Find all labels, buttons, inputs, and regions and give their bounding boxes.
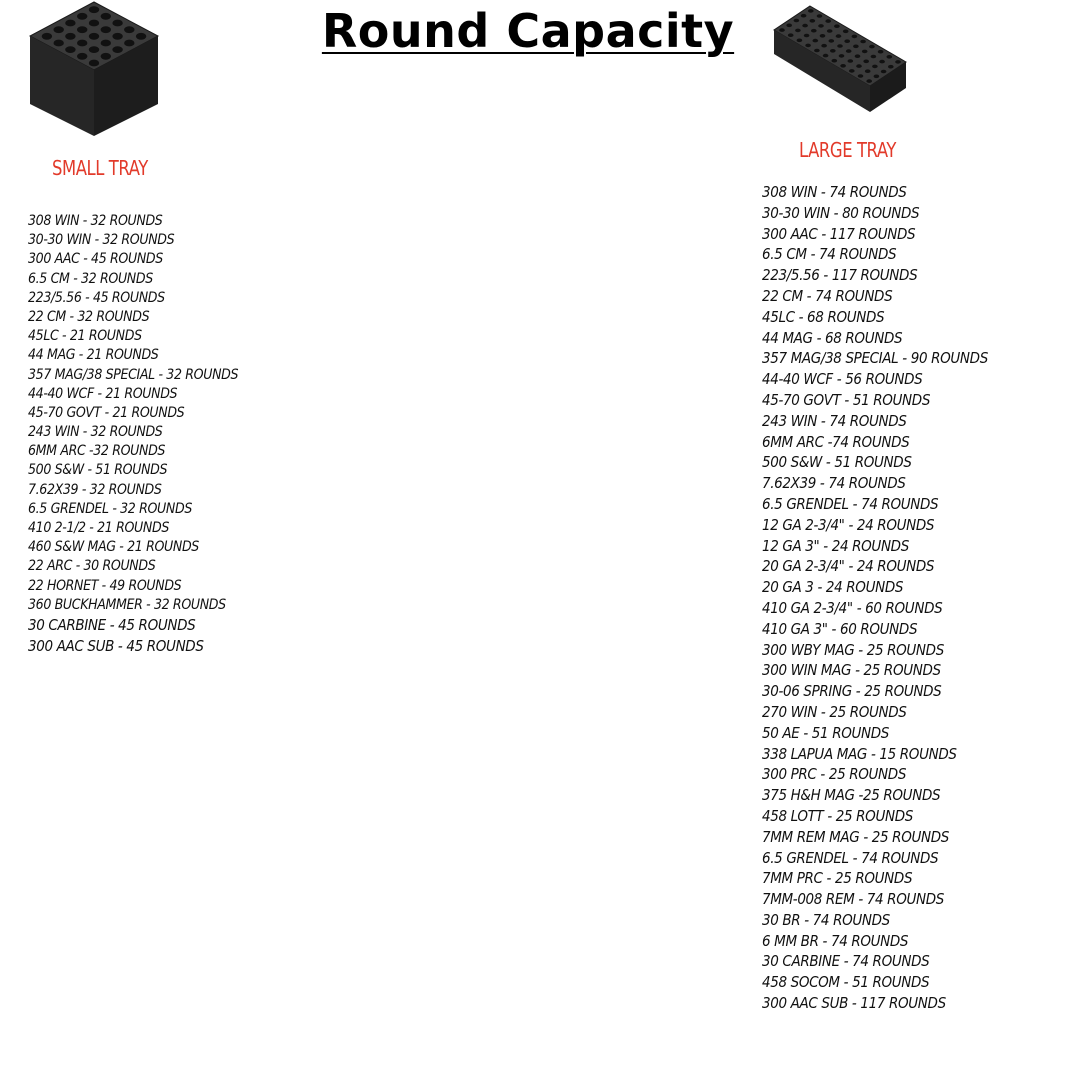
list-item: 30 CARBINE - 45 ROUNDS bbox=[28, 615, 196, 634]
tray-hole bbox=[830, 49, 836, 53]
large-tray-label: LARGE TRAY bbox=[799, 138, 897, 162]
tray-hole bbox=[881, 70, 887, 74]
tray-hole bbox=[834, 24, 840, 28]
list-item: 300 WIN MAG - 25 ROUNDS bbox=[762, 661, 941, 680]
list-item: 308 WIN - 32 ROUNDS bbox=[28, 213, 163, 229]
list-item: 6.5 GRENDEL - 32 ROUNDS bbox=[28, 500, 192, 517]
tray-hole bbox=[836, 34, 842, 38]
tray-hole bbox=[887, 55, 893, 59]
list-item: 300 AAC - 117 ROUNDS bbox=[762, 224, 916, 243]
tray-hole bbox=[65, 33, 75, 40]
small-tray-list bbox=[28, 212, 261, 657]
tray-hole bbox=[848, 59, 854, 63]
list-item: 44 MAG - 68 ROUNDS bbox=[762, 328, 903, 347]
list-item: 22 HORNET - 49 ROUNDS bbox=[28, 577, 182, 594]
tray-hole bbox=[856, 64, 862, 68]
tray-hole bbox=[804, 34, 810, 38]
tray-hole bbox=[136, 33, 146, 40]
list-item: 6.5 GRENDEL - 74 ROUNDS bbox=[762, 848, 939, 867]
list-item: 45LC - 21 ROUNDS bbox=[28, 328, 142, 345]
tray-hole bbox=[818, 24, 824, 28]
tray-hole bbox=[855, 54, 861, 58]
tray-hole bbox=[895, 60, 901, 64]
list-item: 50 AE - 51 ROUNDS bbox=[762, 723, 889, 742]
tray-hole bbox=[820, 34, 826, 38]
list-item: 243 WIN - 74 ROUNDS bbox=[762, 411, 907, 430]
tray-hole bbox=[871, 55, 877, 59]
tray-hole bbox=[779, 28, 785, 32]
list-item: 460 S&W MAG - 21 ROUNDS bbox=[28, 539, 199, 556]
tray-hole bbox=[77, 26, 87, 33]
tray-hole bbox=[879, 60, 885, 64]
list-item: 44-40 WCF - 21 ROUNDS bbox=[28, 385, 178, 402]
list-item: 6.5 CM - 32 ROUNDS bbox=[28, 270, 153, 287]
list-item: 375 H&H MAG -25 ROUNDS bbox=[762, 786, 941, 805]
tray-hole bbox=[853, 45, 859, 49]
tray-hole bbox=[869, 45, 875, 49]
list-item: 410 GA 2-3/4" - 60 ROUNDS bbox=[762, 598, 943, 617]
small-tray-label: SMALL TRAY bbox=[52, 156, 148, 180]
list-item: 6.5 CM - 74 ROUNDS bbox=[762, 245, 897, 264]
tray-hole bbox=[821, 44, 827, 48]
list-item: 7MM REM MAG - 25 ROUNDS bbox=[762, 827, 949, 846]
list-item: 300 PRC - 25 ROUNDS bbox=[762, 765, 907, 784]
tray-hole bbox=[77, 53, 87, 60]
tray-hole bbox=[112, 46, 122, 53]
list-item: 357 MAG/38 SPECIAL - 32 ROUNDS bbox=[28, 366, 239, 383]
list-item: 500 S&W - 51 ROUNDS bbox=[28, 462, 168, 479]
tray-hole bbox=[865, 69, 871, 73]
list-item: 6 MM BR - 74 ROUNDS bbox=[762, 931, 909, 950]
list-item: 44-40 WCF - 56 ROUNDS bbox=[762, 370, 923, 389]
tray-hole bbox=[797, 39, 803, 43]
tray-hole bbox=[89, 33, 99, 40]
list-item: 7MM-008 REM - 74 ROUNDS bbox=[762, 890, 944, 909]
list-item: 360 BUCKHAMMER - 32 ROUNDS bbox=[28, 596, 226, 613]
tray-hole bbox=[54, 40, 64, 47]
list-item: 223/5.56 - 45 ROUNDS bbox=[28, 289, 165, 306]
tray-hole bbox=[124, 40, 134, 47]
list-item: 410 2-1/2 - 21 ROUNDS bbox=[28, 520, 169, 536]
tray-hole bbox=[89, 6, 99, 13]
tray-hole bbox=[860, 40, 866, 44]
list-item: 30-06 SPRING - 25 ROUNDS bbox=[762, 682, 942, 701]
tray-hole bbox=[786, 24, 792, 28]
page-title: Round Capacity bbox=[321, 4, 735, 58]
tray-hole bbox=[124, 26, 134, 33]
list-item: 22 ARC - 30 ROUNDS bbox=[28, 558, 156, 575]
list-item: 45LC - 68 ROUNDS bbox=[762, 307, 885, 326]
tray-hole bbox=[808, 9, 814, 13]
list-item: 6MM ARC -74 ROUNDS bbox=[762, 432, 910, 451]
tray-hole bbox=[77, 40, 87, 47]
tray-hole bbox=[823, 54, 829, 58]
tray-hole bbox=[89, 20, 99, 27]
tray-hole bbox=[788, 33, 794, 37]
tray-hole bbox=[862, 50, 868, 54]
tray-hole bbox=[843, 30, 849, 34]
tray-hole bbox=[844, 39, 850, 43]
tray-hole bbox=[42, 33, 52, 40]
list-item: 6.5 GRENDEL - 74 ROUNDS bbox=[762, 494, 939, 513]
list-item: 45-70 GOVT - 51 ROUNDS bbox=[762, 390, 931, 409]
list-item: 12 GA 2-3/4" - 24 ROUNDS bbox=[762, 515, 935, 534]
list-item: 45-70 GOVT - 21 ROUNDS bbox=[28, 404, 185, 421]
tray-hole bbox=[872, 65, 878, 69]
tray-hole bbox=[101, 26, 111, 33]
list-item: 30-30 WIN - 80 ROUNDS bbox=[762, 203, 920, 222]
tray-hole bbox=[65, 20, 75, 27]
list-item: 7.62X39 - 74 ROUNDS bbox=[762, 474, 906, 493]
tray-hole bbox=[810, 19, 816, 23]
tray-hole bbox=[827, 29, 833, 33]
list-item: 22 CM - 32 ROUNDS bbox=[28, 308, 150, 325]
list-item: 300 WBY MAG - 25 ROUNDS bbox=[762, 640, 944, 659]
tray-hole bbox=[811, 29, 817, 33]
list-item: 30 BR - 74 ROUNDS bbox=[762, 910, 890, 929]
tray-hole bbox=[874, 75, 880, 79]
tray-hole bbox=[858, 74, 864, 78]
list-item: 458 LOTT - 25 ROUNDS bbox=[762, 806, 913, 825]
list-item: 500 S&W - 51 ROUNDS bbox=[762, 453, 912, 472]
tray-hole bbox=[813, 39, 819, 43]
tray-hole bbox=[77, 13, 87, 20]
list-item: 6MM ARC -32 ROUNDS bbox=[28, 443, 166, 460]
tray-hole bbox=[801, 14, 807, 18]
list-item: 22 CM - 74 ROUNDS bbox=[762, 286, 893, 305]
list-item: 410 GA 3" - 60 ROUNDS bbox=[762, 619, 918, 638]
tray-hole bbox=[795, 29, 801, 33]
list-item: 338 LAPUA MAG - 15 ROUNDS bbox=[762, 744, 957, 763]
tray-hole bbox=[829, 39, 835, 43]
tray-hole bbox=[878, 50, 884, 54]
tray-hole bbox=[89, 46, 99, 53]
list-item: 44 MAG - 21 ROUNDS bbox=[28, 347, 159, 364]
tray-hole bbox=[846, 49, 852, 53]
tray-hole bbox=[840, 64, 846, 68]
tray-hole bbox=[849, 69, 855, 73]
list-item: 270 WIN - 25 ROUNDS bbox=[762, 702, 907, 721]
tray-hole bbox=[112, 20, 122, 27]
tray-hole bbox=[794, 19, 800, 23]
list-item: 458 SOCOM - 51 ROUNDS bbox=[762, 973, 930, 992]
tray-hole bbox=[866, 79, 872, 83]
large-tray-list bbox=[762, 182, 1013, 1014]
tray-hole bbox=[832, 59, 838, 63]
list-item: 308 WIN - 74 ROUNDS bbox=[762, 183, 907, 201]
list-item: 7.62X39 - 32 ROUNDS bbox=[28, 481, 162, 498]
list-item: 223/5.56 - 117 ROUNDS bbox=[762, 266, 918, 285]
tray-hole bbox=[814, 49, 820, 53]
tray-hole bbox=[825, 19, 831, 23]
list-item: 243 WIN - 32 ROUNDS bbox=[28, 424, 163, 441]
list-item: 300 AAC SUB - 117 ROUNDS bbox=[762, 994, 946, 1013]
large-tray-image bbox=[770, 4, 910, 116]
tray-hole bbox=[888, 65, 894, 69]
list-item: 12 GA 3" - 24 ROUNDS bbox=[762, 536, 909, 555]
tray-hole bbox=[817, 14, 823, 18]
list-item: 300 AAC - 45 ROUNDS bbox=[28, 251, 163, 268]
list-item: 20 GA 2-3/4" - 24 ROUNDS bbox=[762, 557, 935, 576]
tray-hole bbox=[101, 53, 111, 60]
small-tray-image bbox=[26, 0, 162, 140]
tray-hole bbox=[89, 60, 99, 67]
tray-hole bbox=[839, 54, 845, 58]
tray-hole bbox=[805, 44, 811, 48]
tray-hole bbox=[802, 24, 808, 28]
tray-hole bbox=[65, 46, 75, 53]
tray-hole bbox=[863, 60, 869, 64]
list-item: 30-30 WIN - 32 ROUNDS bbox=[28, 232, 175, 249]
tray-hole bbox=[112, 33, 122, 40]
tray-hole bbox=[101, 40, 111, 47]
tray-hole bbox=[837, 44, 843, 48]
list-item: 7MM PRC - 25 ROUNDS bbox=[762, 869, 913, 888]
tray-hole bbox=[852, 35, 858, 39]
list-item: 300 AAC SUB - 45 ROUNDS bbox=[28, 636, 204, 655]
list-item: 357 MAG/38 SPECIAL - 90 ROUNDS bbox=[762, 349, 988, 368]
list-item: 30 CARBINE - 74 ROUNDS bbox=[762, 952, 930, 971]
tray-hole bbox=[101, 13, 111, 20]
tray-hole bbox=[54, 26, 64, 33]
list-item: 20 GA 3 - 24 ROUNDS bbox=[762, 578, 904, 597]
